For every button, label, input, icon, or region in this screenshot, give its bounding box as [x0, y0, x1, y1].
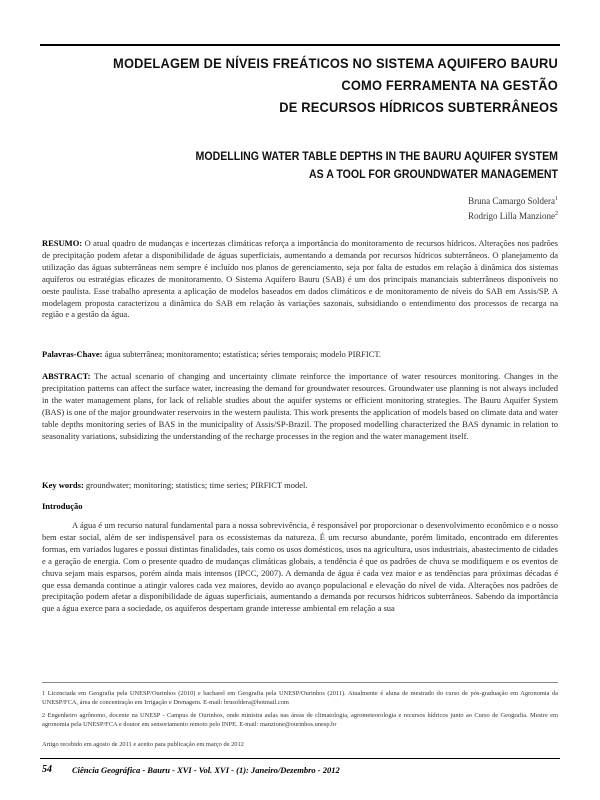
intro-paragraph: A água é um recurso natural fundamental para a nossa sobrevivência, é responsável por proporcionar o desenvolvimento econômico e o nosso bem estar social, além de ser indispensável para os ecossistemas da natureza. É um recurso abundante, porém limitado, encontrado em diferentes formas, em variados lugares e possui distintas finalidades, tais como os usos domésticos, usos na agricultura, usos industriais, abastecimento de cidades e a geração de energia. Com o presente quadro de mudanças climáticas globais, a tendência é que os padrões de chuva se modifiquem e os eventos de chuva sejam mais esparsos, porém ainda mais intensos (IPCC, 2007). A demanda de água é cada vez maior e as tendências para próximas décadas é que essa demanda continue a atingir valores cada vez maiores, devido ao avanço populacional e elevação do nível de vida. Alterações nos padrões de precipitação podem afetar a disponibilidade de águas superficiais, aumentando a demanda por recursos hídricos subterrâneos. Sabendo da importância que a água exerce para a sociedade, os aquíferos despertam grande interesse ambiental em relação a sua: [42, 520, 558, 614]
title-pt-line: MODELAGEM DE NÍVEIS FREÁTICOS NO SISTEMA AQUIFERO BAURU: [113, 55, 558, 71]
footnote-separator: [42, 682, 558, 683]
author-footnote-mark: 1: [555, 196, 558, 202]
top-rule: [40, 44, 560, 46]
received-note: Artigo recebido em agosto de 2011 e aceito para publicação em março de 2012: [42, 741, 244, 748]
abstract-paragraph: [42, 371, 558, 442]
title-pt-line: COMO FERRAMENTA NA GESTÃO: [341, 77, 558, 93]
bottom-rule: [40, 758, 560, 759]
author-name: Rodrigo Lilla Manzione: [468, 211, 555, 221]
palavras-label: Palavras-Chave:: [42, 349, 103, 359]
keywords: [42, 480, 558, 492]
author-line: [468, 208, 558, 223]
section-heading: Introdução: [42, 501, 83, 511]
title-portuguese: [98, 52, 558, 118]
title-english: [98, 148, 558, 184]
title-en-line: MODELLING WATER TABLE DEPTHS IN THE BAURU AQUIFER SYSTEM: [195, 151, 559, 163]
footnote-1: 1 Licenciada em Geografia pela UNESP/Ourinhos (2010) e bacharel em Geografia pela UNESP/Ourinhos (2011). Atualmente é aluna de mestrado do curso de pós-graduação em Agronomia da UNESP/FCA, área de concentração em Irrigação e Drenagem. E-mail: brusoldera@hotmail.com: [42, 690, 558, 706]
keywords-text: groundwater; monitoring; statistics; time series; PIRFICT model.: [85, 480, 308, 490]
author-footnote-mark: 2: [555, 211, 558, 217]
abstract-text: The actual scenario of changing and uncertainty climate reinforce the importance of water resources monitoring. Changes in the precipitation patterns can affect the surface water, increasing the demand for groundwater resources. Groundwater use planning is not always included in the water management plans, for lack of reliable studies about the aquifer systems or efficient monitoring strategies. The Bauru Aquifer System (BAS) is one of the major groundwater reservoirs in the western paulista. This work presents the application of models based on climate data and water table depths monitoring series of BAS in the municipality of Assis/SP-Brazil. The proposed modelling characterized the BAS dynamic in relation to seasonality variations, subsidizing the understanding of the recharge processes in the region and the water management itself.: [42, 371, 558, 441]
resumo-label: RESUMO:: [42, 238, 83, 248]
palavras-text: água subterrânea; monitoramento; estatística; séries temporais; modelo PIRFICT.: [104, 349, 382, 359]
author-line: [468, 193, 558, 208]
palavras-chave: [42, 349, 558, 361]
abstract-label: ABSTRACT:: [42, 371, 91, 381]
title-en-line: AS A TOOL FOR GROUNDWATER MANAGEMENT: [308, 169, 558, 181]
journal-citation: Ciência Geográfica - Bauru - XVI - Vol. XVI - (1): Janeiro/Dezembro - 2012: [72, 765, 340, 775]
resumo-paragraph: [42, 238, 558, 321]
authors: [468, 193, 558, 223]
keywords-label: Key words:: [42, 480, 84, 490]
resumo-text: O atual quadro de mudanças e incertezas climáticas reforça a importância do monitoramento de recursos hídricos. Alterações nos padrões de precipitação podem afetar a disponibilidade de águas superficiais, aumentando a demanda por recursos hídricos subterrâneos. O planejamento da utilização das águas subterrâneas nem sempre é incluído nos planos de gerenciamento, seja por falta de estudos em relação à dinâmica dos sistemas aquíferos ou estratégias eficazes de monitoramento. O Sistema Aquífero Bauru (SAB) é um dos principais mananciais subterrâneos disponíveis no oeste paulista. Esse trabalho apresenta a aplicação de modelos baseados em dados climáticos e de monitoramento de níveis do SAB em Assis/SP. A modelagem proposta caracterizou a dinâmica do SAB em relação às variações sazonais, subsidiando o entendimento dos processos de recarga na região e a gestão da água.: [42, 238, 558, 320]
author-name: Bruna Camargo Soldera: [468, 196, 555, 206]
footnote-2: 2 Engenheiro agrônomo, docente na UNESP - Campus de Ourinhos, onde ministra aulas nas áreas de climatologia, agrometeorologia e recursos hídricos junto ao Curso de Geografia. Mestre em agronomia pela UNESP/FCA e doutor em sensoriamento remoto pelo INPE. E-mail: manzione@ourinhos.unesp.br: [42, 712, 558, 728]
page-number: 54: [42, 764, 52, 775]
title-pt-line: DE RECURSOS HÍDRICOS SUBTERRÂNEOS: [279, 99, 558, 115]
